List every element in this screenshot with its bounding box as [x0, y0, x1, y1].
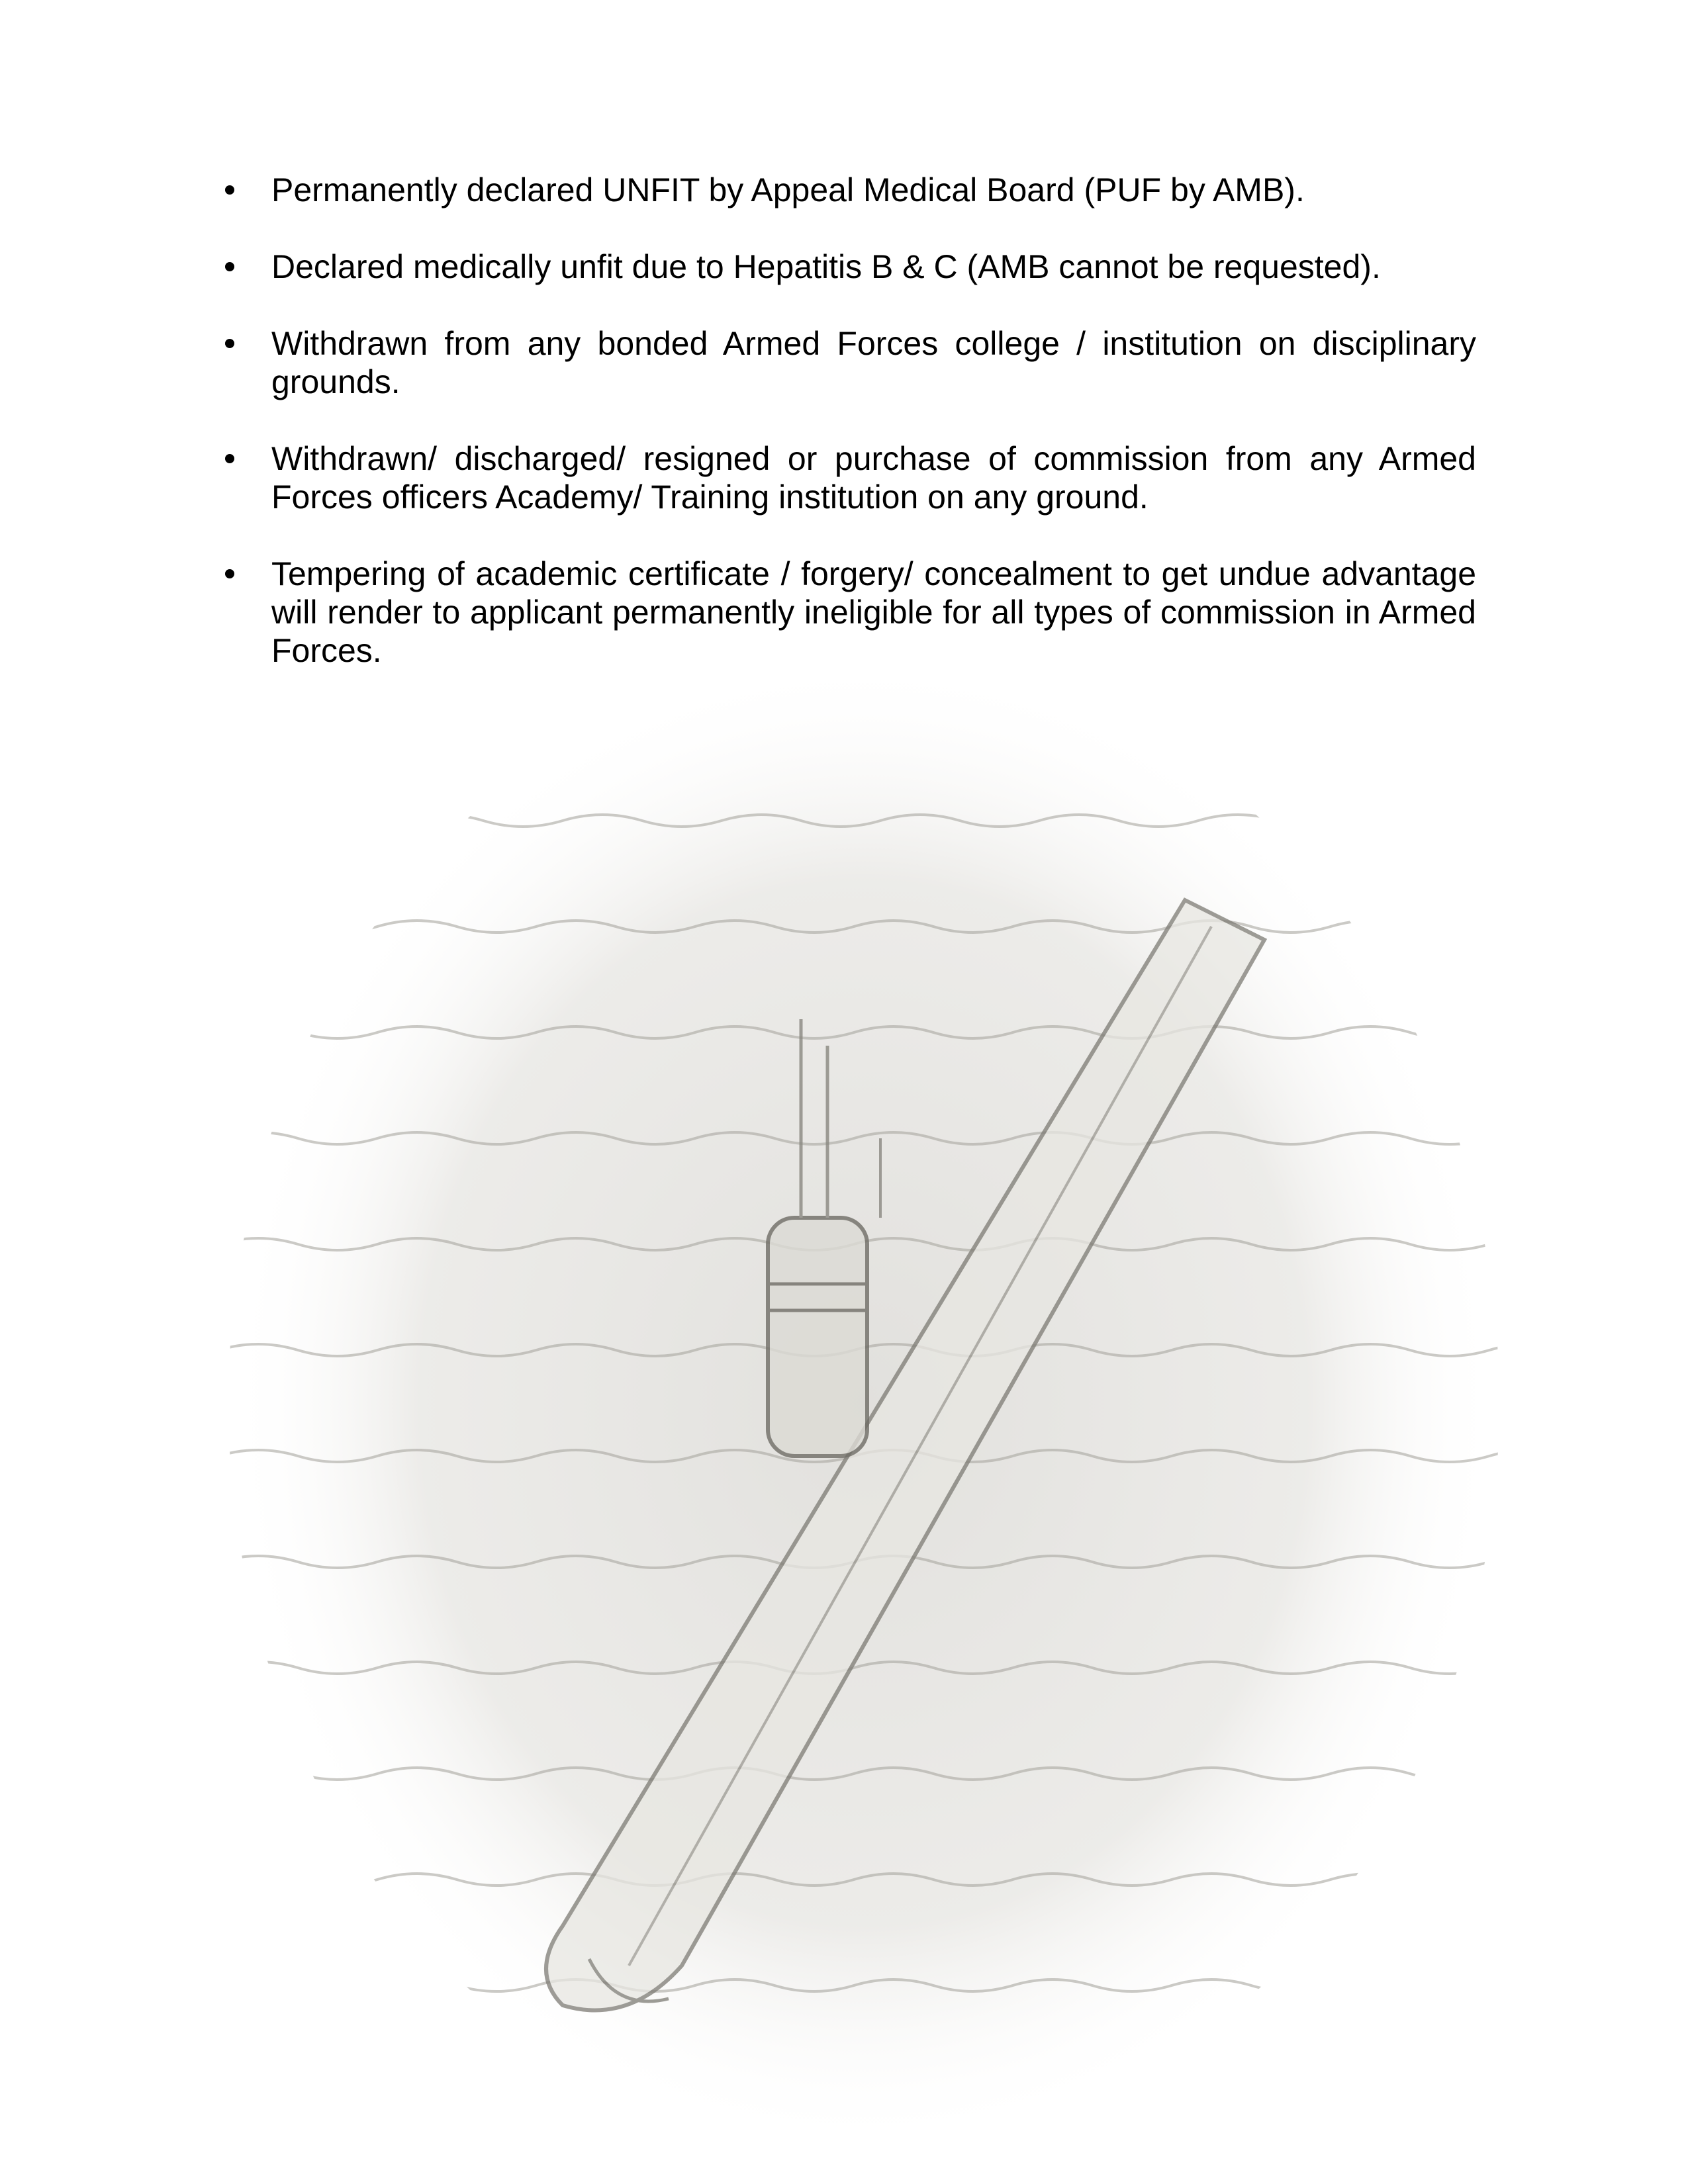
bullet-icon	[225, 339, 234, 348]
bullet-icon	[225, 454, 234, 463]
list-item-text: Withdrawn/ discharged/ resigned or purchase of commission from any Armed Forces officers Academy/ Training institution on any ground.	[271, 440, 1476, 516]
submarine-watermark-image	[218, 649, 1509, 2158]
list-item-text: Withdrawn from any bonded Armed Forces college / institution on disciplinary grounds.	[271, 325, 1476, 400]
ineligibility-criteria-list	[218, 171, 1476, 708]
bullet-icon	[225, 569, 234, 578]
bullet-icon	[225, 185, 234, 195]
list-item	[218, 555, 1476, 670]
list-item-text: Tempering of academic certificate / forgery/ concealment to get undue advantage will render to applicant permanently ineligible for all types of commission in Armed Forces.	[271, 555, 1476, 669]
list-item	[218, 171, 1476, 209]
list-item-text: Declared medically unfit due to Hepatitis B & C (AMB cannot be requested).	[271, 248, 1381, 285]
list-item	[218, 248, 1476, 286]
bullet-icon	[225, 262, 234, 271]
list-item-text: Permanently declared UNFIT by Appeal Medical Board (PUF by AMB).	[271, 171, 1305, 208]
list-item	[218, 439, 1476, 516]
list-item	[218, 324, 1476, 401]
